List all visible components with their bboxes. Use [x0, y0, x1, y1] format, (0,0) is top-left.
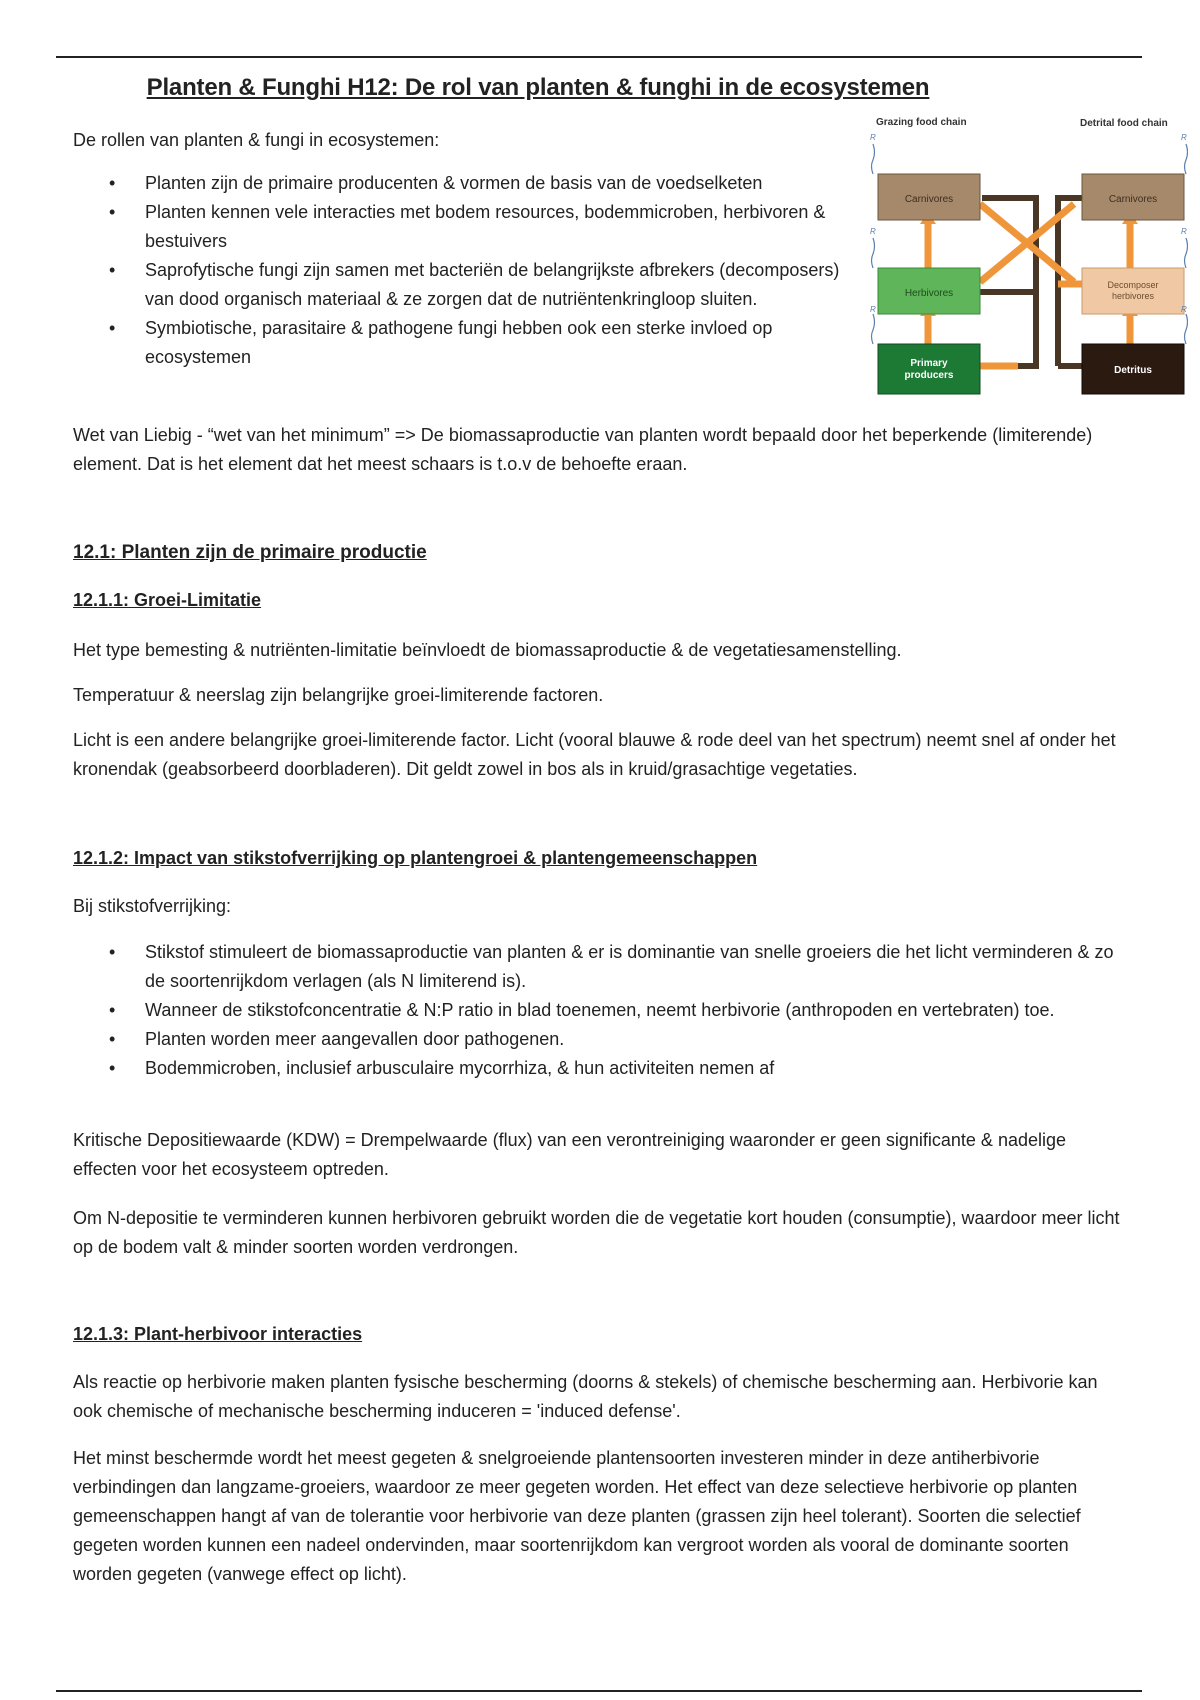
r-label: R	[1181, 227, 1187, 236]
list-item: • Symbiotische, parasitaire & pathogene fungi hebben ook een sterke invloed op ecosystemen	[73, 314, 843, 372]
r-label: R	[870, 227, 876, 236]
paragraph: Het minst beschermde wordt het meest gegeten & snelgroeiende plantensoorten investeren minder in deze antiherbivorie verbindingen dan langzame-groeiers, waardoor ze meer gegeten worden. Het effect van deze selectieve herbivorie op planten gemeenschappen hangt af van de tolerantie voor herbivorie van deze planten (grassen zijn heel tolerant). Soorten die selectief gegeten worden kunnen een nadeel ondervinden, maar soortenrijkdom kan vergroot worden als vooral de dominante soorten worden gegeten (vanwege effect op licht).	[73, 1448, 1081, 1584]
intro-lead: De rollen van planten & fungi in ecosystemen:	[73, 130, 440, 150]
list-item: • Planten zijn de primaire producenten & vormen de basis van de voedselketen	[73, 169, 843, 198]
nitrogen-list	[73, 938, 1123, 1083]
intro-section	[73, 126, 843, 372]
liebig-paragraph: Wet van Liebig - “wet van het minimum” => De biomassaproductie van planten wordt bepaald door het beperkende (limiterende) element. Dat is het element dat het meest schaars is t.o.v de behoefte eraan.	[73, 425, 1093, 474]
list-item: • Wanneer de stikstofconcentratie & N:P ratio in blad toenemen, neemt herbivorie (anthropoden en vertebraten) toe.	[73, 996, 1123, 1025]
decomposer-label: herbivores	[1111, 291, 1155, 301]
top-rule	[56, 56, 1142, 58]
carnivores-left-label: Carnivores	[904, 194, 954, 205]
carnivores-right-label: Carnivores	[1108, 194, 1158, 205]
list-item: • Planten kennen vele interacties met bodem resources, bodemmicroben, herbivoren & bestuivers	[73, 198, 843, 256]
paragraph: Kritische Depositiewaarde (KDW) = Drempelwaarde (flux) van een verontreiniging waaronder er geen significante & nadelige effecten voor het ecosysteem optreden.	[73, 1130, 1067, 1179]
primary-producers-label: Primary	[910, 358, 948, 369]
herbivores-label: Herbivores	[904, 288, 954, 299]
paragraph: Temperatuur & neerslag zijn belangrijke groei-limiterende factoren.	[73, 685, 604, 705]
primary-producers-label: producers	[904, 370, 954, 381]
intro-list	[73, 169, 843, 372]
primary-producers-box	[878, 344, 980, 394]
paragraph: Bij stikstofverrijking:	[73, 896, 232, 916]
section-heading-12-1: 12.1: Planten zijn de primaire productie	[73, 542, 427, 563]
paragraph: Het type bemesting & nutriënten-limitatie beïnvloedt de biomassaproductie & de vegetatiesamenstelling.	[73, 640, 902, 660]
r-label: R	[1181, 133, 1187, 142]
page-title: Planten & Funghi H12: De rol van planten & funghi in de ecosystemen	[146, 74, 930, 101]
list-item: • Stikstof stimuleert de biomassaproductie van planten & er is dominantie van snelle groeiers die het licht verminderen & zo de soortenrijkdom verlagen (als N limiterend is).	[73, 938, 1123, 996]
bottom-rule	[56, 1690, 1142, 1692]
section-heading-12-1-3: 12.1.3: Plant-herbivoor interacties	[73, 1324, 363, 1344]
section-heading-12-1-1: 12.1.1: Groei-Limitatie	[73, 590, 262, 610]
paragraph: Licht is een andere belangrijke groei-limiterende factor. Licht (vooral blauwe & rode deel van het spectrum) neemt snel af onder het kronendak (geabsorbeerd doorbladeren). Dit geldt zowel in bos als in kruid/grasachtige vegetaties.	[73, 730, 1116, 779]
list-item: • Planten worden meer aangevallen door pathogenen.	[73, 1025, 1123, 1054]
detritus-label: Detritus	[1114, 365, 1152, 376]
r-label: R	[870, 305, 876, 314]
food-chain-diagram	[868, 116, 1188, 416]
detrital-chain-title: Detrital food chain	[1080, 118, 1168, 129]
paragraph: Om N-depositie te verminderen kunnen herbivoren gebruikt worden die de vegetatie kort houden (consumptie), waardoor meer licht op de bodem valt & minder soorten worden verdrongen.	[73, 1208, 1120, 1257]
section-heading-12-1-2: 12.1.2: Impact van stikstofverrijking op plantengroei & plantengemeenschappen	[73, 848, 758, 868]
r-label: R	[870, 133, 876, 142]
decomposer-label: Decomposer	[1107, 280, 1159, 290]
r-label: R	[1181, 305, 1187, 314]
list-item: • Bodemmicroben, inclusief arbusculaire mycorrhiza, & hun activiteiten nemen af	[73, 1054, 1123, 1083]
grazing-chain-title: Grazing food chain	[876, 117, 967, 128]
list-item: • Saprofytische fungi zijn samen met bacteriën de belangrijkste afbrekers (decomposers) van dood organisch materiaal & ze zorgen dat de nutriëntenkringloop sluiten.	[73, 256, 843, 314]
paragraph: Als reactie op herbivorie maken planten fysische bescherming (doorns & stekels) of chemische bescherming aan. Herbivorie kan ook chemische of mechanische bescherming induceren = 'induced defense'.	[73, 1372, 1098, 1421]
